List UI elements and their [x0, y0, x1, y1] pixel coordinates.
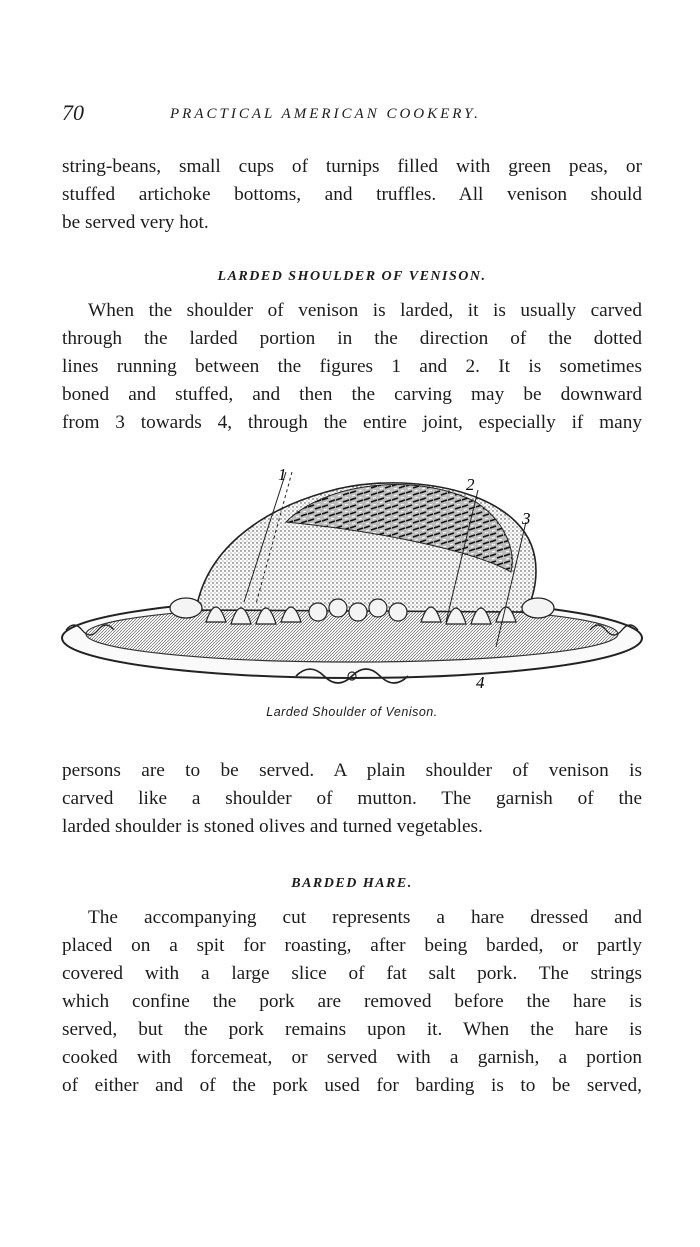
text-line: of either and of the pork used for barding is to be served,: [62, 1075, 642, 1096]
shoulder-continuation-paragraph: [62, 757, 642, 841]
text-line: When the shoulder of venison is larded, it is usually carved: [88, 300, 642, 321]
text-line: boned and stuffed, and then the carving may be downward: [62, 384, 642, 405]
text-line: larded shoulder is stoned olives and turned vegetables.: [62, 816, 483, 837]
text-line: served, but the pork remains upon it. When the hare is: [62, 1019, 642, 1040]
marker-1: 1: [278, 465, 287, 484]
text-line: persons are to be served. A plain shoulder of venison is: [62, 760, 642, 781]
marker-3: 3: [522, 509, 531, 528]
figure-caption: Larded Shoulder of Venison.: [266, 705, 438, 719]
text-line: carved like a shoulder of mutton. The garnish of the: [62, 788, 642, 809]
intro-paragraph: [62, 153, 642, 237]
marker-4: 4: [476, 673, 485, 692]
venison-illustration: [56, 462, 648, 694]
text-line: from 3 towards 4, through the entire joint, especially if many: [62, 412, 642, 433]
text-line: stuffed artichoke bottoms, and truffles. All venison should: [62, 184, 642, 205]
page-header: [62, 100, 642, 132]
text-line: covered with a large slice of fat salt pork. The strings: [62, 963, 642, 984]
text-line: placed on a spit for roasting, after being barded, or partly: [62, 935, 642, 956]
section-heading-hare: BARDED HARE.: [291, 876, 413, 891]
text-line: string-beans, small cups of turnips filled with green peas, or: [62, 156, 642, 177]
text-line: The accompanying cut represents a hare dressed and: [88, 907, 642, 928]
text-line: be served very hot.: [62, 212, 209, 233]
text-line: which confine the pork are removed before the hare is: [62, 991, 642, 1012]
hare-paragraph: [62, 904, 642, 1100]
text-line: through the larded portion in the direction of the dotted: [62, 328, 642, 349]
shoulder-paragraph: [62, 297, 642, 437]
text-line: lines running between the figures 1 and 2. It is sometimes: [62, 356, 642, 377]
running-head: PRACTICAL AMERICAN COOKERY.: [170, 106, 481, 122]
marker-2: 2: [466, 475, 475, 494]
text-line: cooked with forcemeat, or served with a garnish, a portion: [62, 1047, 642, 1068]
page-number: 70: [62, 100, 84, 125]
venison-engraving: [56, 462, 648, 694]
section-heading-shoulder: LARDED SHOULDER OF VENISON.: [217, 269, 487, 284]
